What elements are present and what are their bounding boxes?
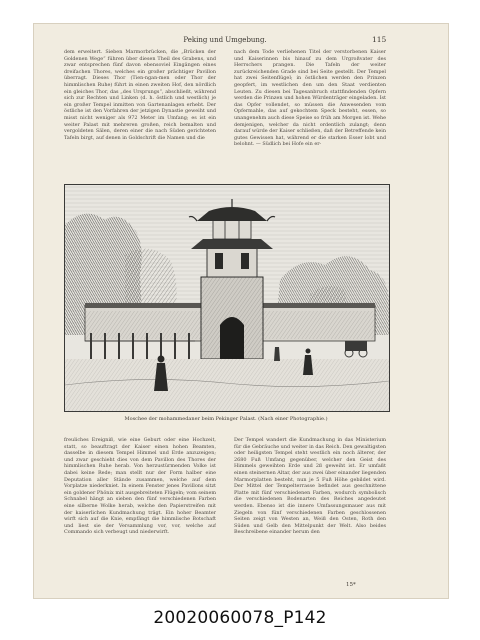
- engraving-illustration: [64, 184, 390, 412]
- archive-id-label: 20020060078_P142: [153, 608, 327, 628]
- text-column-top-left: dem erweitert. Sieben Marmorbrücken, die „Brücken der Goldenen Wege“ führen über diesen Theil des Grabens, und zwar entsprechen fünf davon ebensoviel Eingängen eines dreifachen Thores, welches ein großer prächtiger Pavillon überragt. Dieses Thor (Tien-ngan-men oder Thor der himmlischen Ruhe) führt in einen zweiten Hof, den nördlich ein gleiches Thor, das „des Ursprungs“, abschließt, während sich zur Rechten und Linken (d. h. östlich und westlich) je ein großer Tempel inmitten von Gartenanlagen erhebt. Der östliche ist den Vorfahren der jetzigen Dynastie geweiht und misst nicht weniger als 972 Meter im Umfang; es ist ein weiter Palast mit mehreren großen, reich bemalten und vergoldeten Sälen, deren einer die nach Süden gerichteten Tafeln birgt, auf denen in Goldschrift die Namen und die: [64, 49, 216, 141]
- running-head: Peking und Umgebung.: [183, 36, 267, 44]
- figure-caption: Moschee der mohammedaner beim Pekinger Palast. (Nach einer Photographie.): [124, 416, 328, 422]
- engraving-mosque-gate: [65, 185, 389, 411]
- text-column-bottom-right: Der Tempel wandert die Kundmachung in das Ministerium für die Gebräuche und weiter in das Reich. Den gewaltigsten oder heiligsten Tempel steht westlich ein noch älterer, der 2680 Fuß Umfang gegenüber, welcher den Geist des Himmels geweihten Erde und 2ß geweiht ist. Er umfaßt einen steinernen Altar, der aus zwei über einander liegenden Marmorplatten besteht, nun je 5 Fuß Höhe gebildet wird. Der Mittel der Tempelterrasse befindet aus geschnittene Platte mit fünf verschiedenen Farben, wodurch symbolisch die verschiedenen Bodenarten des Reiches angedeutet werden. Ebenso ist die innere Umfassungsmauer aus mit Ziegeln von fünf verschiedenen Farben geschlossenen Seiten zeigt von Westen an, Weiß den Osten, Roth den Süden und Gelb den Mittelpunkt der Welt. Also beides Beschreibene einander herum den: [234, 437, 386, 536]
- text-column-bottom-left: freuliches Ereigniß, wie eine Geburt oder eine Hochzeit, statt, so beauftragt der Kaiser einen hohen Beamten, dasselbe in diesem Tempel Himmel und Erde anzuzeigen; und zwar geschieht dies von dem Pavillon des Thores der himmlischen Ruhe herab. Von herzustürmenden Volke ist dabei keine Rede; man stellt nur der Form halber eine Deputation aller Stände zusammen, welche auf dem Vorplatze niederkniet. In einem Fenster jenes Pavillons sitzt ein goldener Phönix mit ausgebreiteten Flügeln; vom seinem Schnabel hängt an sieben den fünf verschiedenen Farben eine silberne Wolke herab, welche den Papierstreifen mit der kaiserlichen Kundmachung trägt. Ein hoher Beamter wirft sich auf die Knie, empfängt die himmlische Botschaft und liest sie der Versammlung vor, vor, welche auf Commando sich verbeugt und niederwirft.: [64, 437, 216, 536]
- text-column-top-right: nach dem Tode verliehenen Titel der verstorbenen Kaiser und Kaiserinnen bis hinauf zu dem Urgroßvater des Herrschers prangen. Die Tafeln der weiter zurückreichenden Grade sind bei Seite gestellt. Der Tempel hat zwei Seitenflügel; in östlichen werden den Prinzen geopfert, im westlichen den um den Staat verdienten Leuten. Zu diesen bei Tagesanbruch stattfindenden Opfern werden die Prinzen und hohen Würdenträger eingeladen. Ist das Opfer vollendet, so müssen die Anwesenden vom Opfermahle, das auf gekochtem Speck besteht, essen, so unangenehm auch diese Speise so früh am Morgen ist. Wehe demjenigen, welcher da nicht ordentlich zulangt; denn darauf würde der Kaiser schließen, daß der Betreffende kein gutes Gewissen hat, während er die starken Esser lobt und belohnt. — Südlich bei Hofe ein er-: [234, 49, 386, 148]
- signature-mark: 15*: [346, 582, 356, 588]
- page-number: 115: [372, 35, 387, 44]
